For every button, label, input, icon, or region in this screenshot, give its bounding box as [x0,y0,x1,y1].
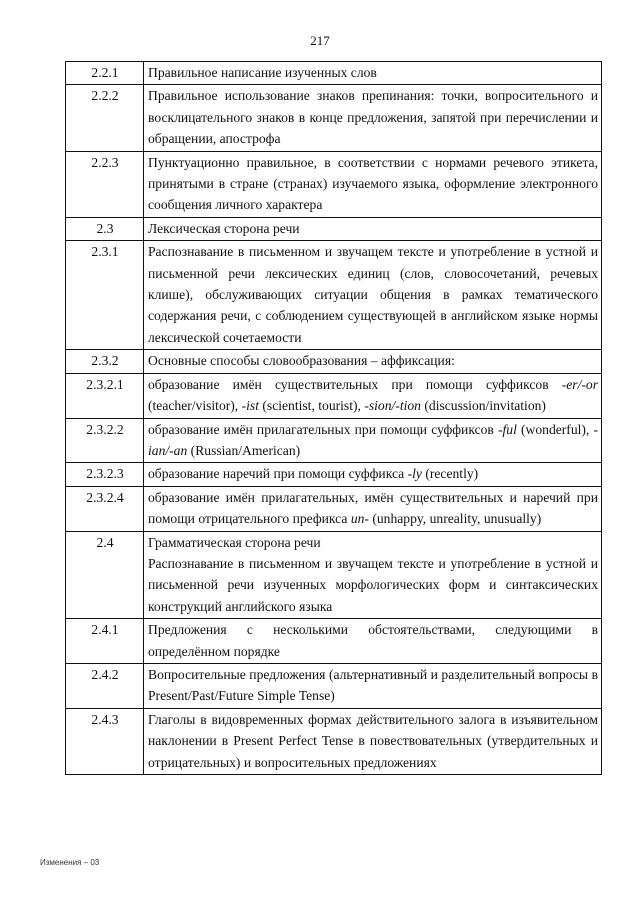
table-row [66,486,602,531]
section-number: 2.2.3 [66,151,144,217]
section-number: 2.3.2.1 [66,373,144,418]
page-number: 217 [310,33,330,48]
italic-suffix: -er/-or [561,376,598,392]
table-row [66,373,602,418]
section-number: 2.4.3 [66,708,144,774]
table-row [66,62,602,85]
table-row [66,151,602,217]
content-text: Пунктуационно правильное, в соответствии с нормами речевого этикета, принятыми в стране (странах) изучаемого языка, оформление электронного сообщения личного характера [148,154,598,213]
footer-note: Изменения – 03 [40,858,100,867]
content-text: (wonderful), [516,421,594,437]
content-text: (discussion/invitation) [420,398,546,414]
section-number: 2.4 [66,531,144,619]
curriculum-table [65,61,602,775]
section-content [144,217,602,240]
section-number: 2.2.2 [66,85,144,151]
italic-suffix: -ly [407,466,422,482]
section-number: 2.4.1 [66,619,144,664]
section-content [144,663,602,708]
italic-suffix: un- [350,511,369,527]
italic-suffix: -sion/-tion [364,398,421,414]
table-row [66,241,602,350]
content-text: (Russian/American) [187,442,301,458]
italic-suffix: -ist [241,398,259,414]
content-text: Основные способы словообразования – аффиксация: [148,353,455,369]
content-text: (teacher/visitor), [148,398,242,414]
italic-suffix: -ian/-an [148,421,598,458]
section-number: 2.4.2 [66,663,144,708]
table-row [66,619,602,664]
section-number: 2.3.2 [66,350,144,373]
section-content [144,531,602,619]
section-number: 2.3.2.3 [66,463,144,486]
content-text: Распознавание в письменном и звучащем тексте и употребление в устной и письменной речи лексических единиц (слов, словосочетаний, речевых клише), обслуживающих ситуации общения в рамках тематического содержания речи, с соблюдением существующей в английском языке нормы лексической сочетаемости [148,244,598,345]
table-row [66,463,602,486]
section-number: 2.3 [66,217,144,240]
table-row [66,217,602,240]
table-row [66,85,602,151]
table-body [66,62,602,775]
section-content [144,151,602,217]
table-row [66,418,602,463]
content-text: Грамматическая сторона речи [148,534,321,550]
section-content [144,85,602,151]
content-text: (recently) [421,466,479,482]
section-number: 2.3.2.4 [66,486,144,531]
section-number: 2.3.2.2 [66,418,144,463]
content-text: (unhappy, unreality, unusually) [368,511,542,527]
content-text: Глаголы в видовременных формах действительного залога в изъявительном наклонении в Present Perfect Tense в повествовательных (утвердительных и отрицательных) и вопросительных предложениях [148,711,598,770]
italic-suffix: -ful [497,421,517,437]
content-text: Лексическая сторона речи [148,220,300,236]
section-content [144,418,602,463]
section-content [144,463,602,486]
section-content [144,241,602,350]
content-text: образование имён существительных при помощи суффиксов [148,376,562,392]
content-text: Вопросительные предложения (альтернативный и разделительный вопросы в Present/Past/Future Simple Tense) [148,666,598,704]
content-text: Распознавание в письменном и звучащем тексте и употребление в устной и письменной речи изученных морфологических форм и синтаксических конструкций английского языка [148,555,598,614]
section-content [144,619,602,664]
section-content [144,486,602,531]
content-text: образование имён прилагательных, имён существительных и наречий при помощи отрицательного префикса [148,489,598,527]
content-text: Правильное использование знаков препинания: точки, вопросительного и восклицательного знаков в конце предложения, запятой при перечислении и обращении, апострофа [148,88,598,147]
table-row [66,350,602,373]
section-content [144,350,602,373]
section-content [144,708,602,774]
section-number: 2.2.1 [66,62,144,85]
table-row [66,663,602,708]
content-text: (scientist, tourist), [258,398,365,414]
content-text: образование имён прилагательных при помощи суффиксов [148,421,498,437]
section-number: 2.3.1 [66,241,144,350]
section-content [144,62,602,85]
content-text: Правильное написание изученных слов [148,65,377,80]
content-text: Предложения с несколькими обстоятельствами, следующими в определённом порядке [148,622,598,659]
table-row [66,708,602,774]
section-content [144,373,602,418]
content-text: образование наречий при помощи суффикса [148,466,408,482]
table-row [66,531,602,619]
